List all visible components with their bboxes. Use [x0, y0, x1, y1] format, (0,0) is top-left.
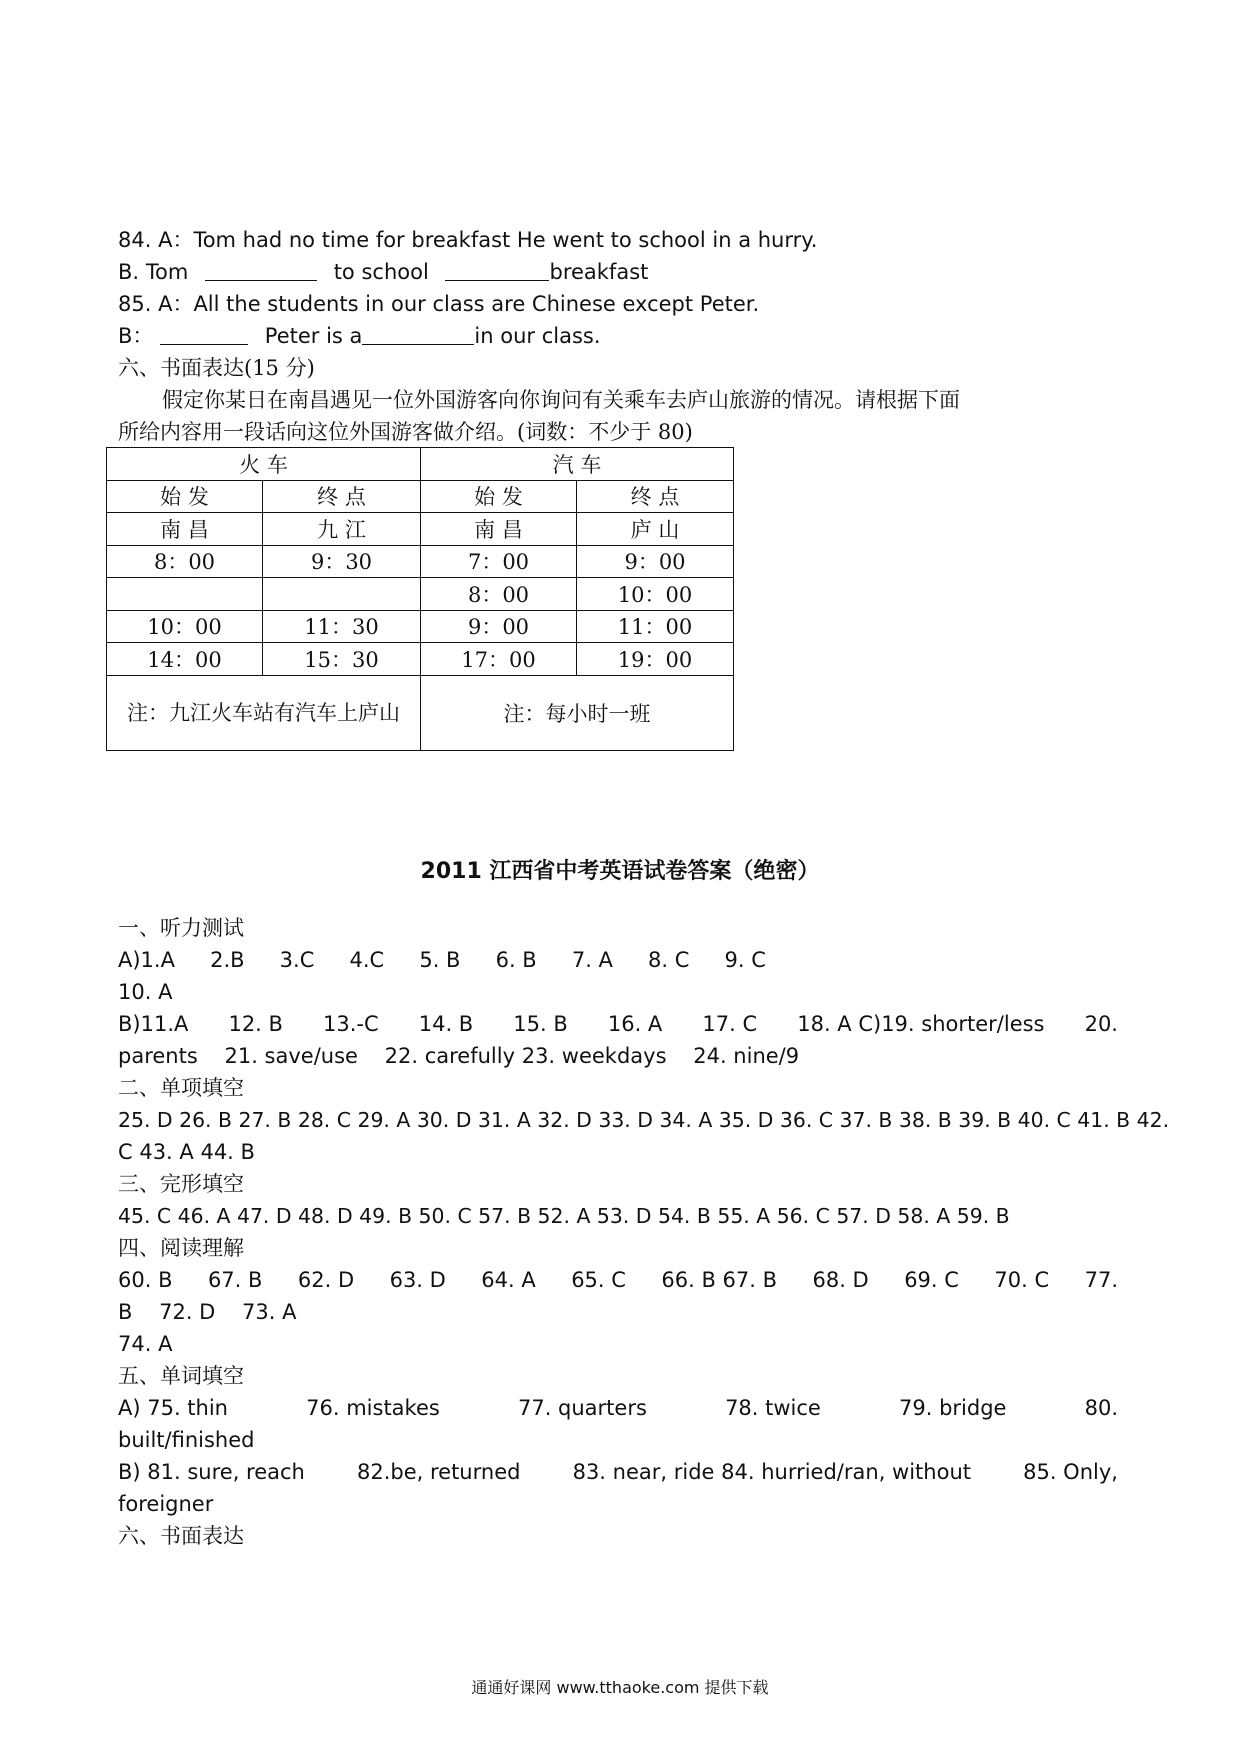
q84-b-line — [118, 256, 648, 288]
q84-b-end: breakfast — [549, 260, 649, 284]
table-cell: 11：30 — [263, 610, 421, 643]
answer-blank[interactable] — [160, 324, 248, 345]
bus-to: 庐 山 — [577, 513, 734, 546]
table-cell — [107, 578, 263, 611]
q84-a-line: 84. A：Tom had no time for breakfast He went to school in a hurry. — [118, 228, 818, 252]
answer-item: A) 75. thin — [118, 1396, 228, 1420]
answer-item: 18. A C)19. shorter/less — [797, 1012, 1045, 1036]
answer-item: 9. C — [724, 948, 766, 972]
section-cloze-heading: 三、完形填空 — [118, 1172, 244, 1196]
section-single-choice-heading: 二、单项填空 — [118, 1076, 244, 1100]
answer-item: 69. C — [904, 1268, 959, 1292]
table-cell: 9：00 — [421, 610, 577, 643]
timetable — [106, 447, 734, 751]
table-row — [107, 545, 734, 578]
answer-item: 14. B — [418, 1012, 474, 1036]
bus-header: 汽 车 — [421, 448, 734, 481]
answer-item: 77. quarters — [517, 1396, 647, 1420]
writing-heading: 六、书面表达(15 分) — [118, 356, 315, 380]
answer-item: 3.C — [279, 948, 315, 972]
table-cell: 7：00 — [421, 545, 577, 578]
answer-item: 2.B — [210, 948, 245, 972]
answer-item: B)11.A — [118, 1012, 189, 1036]
writing-prompt-line1: 假定你某日在南昌遇见一位外国游客向你询问有关乘车去庐山旅游的情况。请根据下面 — [162, 388, 960, 412]
reading-answers-line2: B 72. D 73. A — [118, 1300, 297, 1324]
answer-item: 83. near, ride 84. hurried/ran, without — [572, 1460, 971, 1484]
q84-b-mid: to school — [333, 260, 429, 284]
q85-a-line: 85. A：All the students in our class are Chinese except Peter. — [118, 292, 760, 316]
train-to: 九 江 — [263, 513, 421, 546]
q85-b-end: in our class. — [474, 324, 601, 348]
answer-item: 6. B — [495, 948, 537, 972]
listening-b-answers — [118, 1008, 1118, 1040]
writing-prompt-line2: 所给内容用一段话向这位外国游客做介绍。(词数：不少于 80) — [118, 420, 693, 444]
cloze-answers: 45. C 46. A 47. D 48. D 49. B 50. C 57. B 52. A 53. D 54. B 55. A 56. C 57. D 58. A 59. B — [118, 1204, 1010, 1228]
answer-item: 13.-C — [323, 1012, 379, 1036]
answer-item: 82.be, returned — [356, 1460, 521, 1484]
listening-a-answers-line2: 10. A — [118, 980, 173, 1004]
reading-answers — [118, 1264, 1118, 1296]
word-fill-b-answers-line2: foreigner — [118, 1492, 214, 1516]
table-cell — [263, 578, 421, 611]
table-cell: 11：00 — [577, 610, 734, 643]
answer-blank[interactable] — [205, 260, 317, 281]
q85-b-line — [118, 320, 601, 352]
answer-item: 60. B — [118, 1268, 173, 1292]
single-choice-answers-line2: C 43. A 44. B — [118, 1140, 255, 1164]
reading-answers-line3: 74. A — [118, 1332, 173, 1356]
bus-note: 注：每小时一班 — [421, 675, 734, 750]
q84-b-prefix: B. Tom — [118, 260, 189, 284]
train-arrive-label: 终 点 — [263, 480, 421, 513]
answer-item: 66. B 67. B — [661, 1268, 778, 1292]
bus-arrive-label: 终 点 — [577, 480, 734, 513]
word-fill-a-answers-line2: built/finished — [118, 1428, 255, 1452]
table-cell: 9：30 — [263, 545, 421, 578]
answer-item: 78. twice — [725, 1396, 821, 1420]
answer-item: 80. — [1084, 1396, 1118, 1420]
answer-key-title: 2011 江西省中考英语试卷答案（绝密） — [420, 859, 820, 884]
train-header: 火 车 — [107, 448, 421, 481]
answer-item: 64. A — [481, 1268, 536, 1292]
section-writing-heading: 六、书面表达 — [118, 1524, 244, 1548]
table-cell: 17：00 — [421, 643, 577, 676]
word-fill-a-answers — [118, 1392, 1118, 1424]
answer-item: 8. C — [648, 948, 690, 972]
table-cell: 8：00 — [421, 578, 577, 611]
table-cell: 10：00 — [107, 610, 263, 643]
train-depart-label: 始 发 — [107, 480, 263, 513]
listening-b-answers-line2: parents 21. save/use 22. carefully 23. weekdays 24. nine/9 — [118, 1044, 800, 1068]
section-word-fill-heading: 五、单词填空 — [118, 1364, 244, 1388]
answer-item: 67. B — [207, 1268, 263, 1292]
answer-item: B) 81. sure, reach — [118, 1460, 305, 1484]
answer-item: 12. B — [228, 1012, 283, 1036]
answer-item: 17. C — [702, 1012, 758, 1036]
single-choice-answers-line1: 25. D 26. B 27. B 28. C 29. A 30. D 31. A 32. D 33. D 34. A 35. D 36. C 37. B 38. B 39. B 40. C 41. B 42. — [118, 1108, 1170, 1132]
answer-item: 5. B — [419, 948, 461, 972]
q85-b-mid: Peter is a — [264, 324, 363, 348]
answer-item: 16. A — [607, 1012, 663, 1036]
footer-credit: 通通好课网 www.tthaoke.com 提供下载 — [471, 1678, 769, 1697]
answer-item: 7. A — [571, 948, 613, 972]
answer-blank[interactable] — [362, 324, 474, 345]
answer-item: 63. D — [389, 1268, 446, 1292]
table-cell: 19：00 — [577, 643, 734, 676]
table-cell: 10：00 — [577, 578, 734, 611]
listening-a-answers — [118, 944, 766, 976]
word-fill-b-answers — [118, 1456, 1118, 1488]
bus-depart-label: 始 发 — [421, 480, 577, 513]
answer-item: 79. bridge — [899, 1396, 1007, 1420]
answer-item: 70. C — [994, 1268, 1050, 1292]
table-cell: 14：00 — [107, 643, 263, 676]
answer-item: A)1.A — [118, 948, 175, 972]
answer-item: 20. — [1084, 1012, 1118, 1036]
q85-b-prefix: B： — [118, 324, 154, 348]
table-row — [107, 610, 734, 643]
table-cell: 9：00 — [577, 545, 734, 578]
answer-item: 68. D — [812, 1268, 869, 1292]
section-listening-heading: 一、听力测试 — [118, 916, 244, 940]
bus-from: 南 昌 — [421, 513, 577, 546]
answer-item: 4.C — [349, 948, 385, 972]
train-from: 南 昌 — [107, 513, 263, 546]
train-note: 注：九江火车站有汽车上庐山 — [107, 675, 421, 750]
answer-item: 85. Only, — [1023, 1460, 1118, 1484]
table-row — [107, 643, 734, 676]
table-cell: 8：00 — [107, 545, 263, 578]
answer-item: 15. B — [513, 1012, 568, 1036]
answer-item: 77. — [1084, 1268, 1118, 1292]
answer-blank[interactable] — [445, 260, 549, 281]
answer-item: 62. D — [297, 1268, 355, 1292]
section-reading-heading: 四、阅读理解 — [118, 1236, 244, 1260]
answer-item: 65. C — [571, 1268, 626, 1292]
answer-item: 76. mistakes — [306, 1396, 440, 1420]
table-cell: 15：30 — [263, 643, 421, 676]
table-row — [107, 578, 734, 611]
